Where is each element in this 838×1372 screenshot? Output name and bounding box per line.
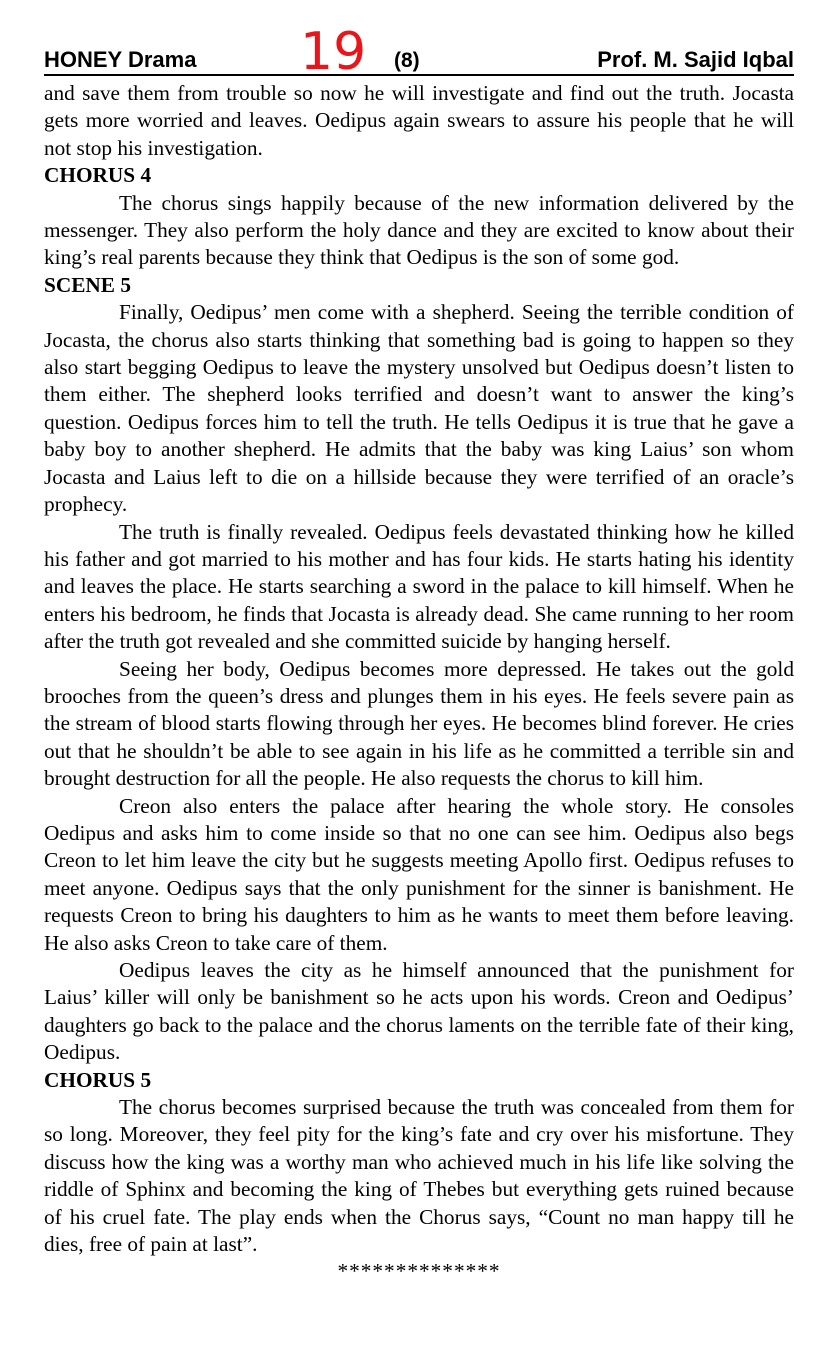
paragraph-scene-5-blinding: Seeing her body, Oedipus becomes more depressed. He takes out the gold brooches from the queen’s dress and plunges them in his eyes. He feels severe pain as the stream of blood starts flowing through her eyes. He becomes blind forever. He cries out that he shouldn’t be able to see again in his life as he committed a terrible sin and brought destruction for all the people. He also requests the chorus to kill him. bbox=[44, 656, 794, 791]
paragraph-continued: and save them from trouble so now he will investigate and find out the truth. Jocasta gets more worried and leaves. Oedipus again swears to assure his people that he will not stop his investigation. bbox=[44, 81, 794, 160]
paragraph-scene-5-exile: Oedipus leaves the city as he himself announced that the punishment for Laius’ killer will only be banishment so he acts upon his words. Creon and Oedipus’ daughters go back to the palace and the chorus laments on the terrible fate of their king, Oedipus. bbox=[44, 958, 794, 1065]
paragraph-chorus-4: The chorus sings happily because of the new information delivered by the messenger. They also perform the holy dance and they are excited to know about their king’s real parents because they think that Oedipus is the son of some god. bbox=[44, 190, 794, 270]
heading-chorus-4: CHORUS 4 bbox=[44, 163, 152, 188]
heading-chorus-5: CHORUS 5 bbox=[44, 1067, 152, 1092]
header-author: Prof. M. Sajid Iqbal bbox=[597, 47, 794, 72]
paragraph-scene-5-truth: The truth is finally revealed. Oedipus feels devastated thinking how he killed his father and got married to his mother and has four kids. He starts hating his identity and leaves the place. He starts searching a sword in the palace to kill himself. When he enters his bedroom, he finds that Jocasta is already dead. She came running to her room after the truth got revealed and she committed suicide by hanging herself. bbox=[44, 519, 794, 654]
page-number: 19 bbox=[300, 22, 367, 82]
paragraph-scene-5-creon: Creon also enters the palace after hearing the whole story. He consoles Oedipus and asks him to come inside so that no one can see him. Oedipus also begs Creon to let him leave the city but he suggests meeting Apollo first. Oedipus refuses to meet anyone. Oedipus says that the only punishment for the sinner is banishment. He requests Creon to bring his daughters to him as he wants to meet them before leaving. He also asks Creon to take care of them. bbox=[44, 793, 794, 955]
page-header bbox=[44, 14, 794, 82]
end-mark: ************** bbox=[337, 1259, 501, 1284]
heading-scene-5: SCENE 5 bbox=[44, 272, 131, 297]
page-body bbox=[44, 80, 794, 1286]
paragraph-scene-5-shepherd: Finally, Oedipus’ men come with a shepherd. Seeing the terrible condition of Jocasta, the chorus also starts thinking that something bad is going to happen so they also start begging Oedipus to leave the mystery unsolved but Oedipus doesn’t listen to them either. The shepherd looks terrified and doesn’t want to answer the king’s question. Oedipus forces him to tell the truth. He tells Oedipus it is true that he gave a baby boy to another shepherd. He admits that the baby was king Laius’ son whom Jocasta and Laius left to die on a hillside because they were terrified of an oracle’s prophecy. bbox=[44, 300, 794, 517]
paragraph-chorus-5: The chorus becomes surprised because the truth was concealed from them for so long. Moreover, they feel pity for the king’s fate and cry over his misfortune. They discuss how the king was a worthy man who achieved much in his life like solving the riddle of Sphinx and becoming the king of Thebes but everything gets ruined because of his cruel fate. The play ends when the Chorus says, “Count no man happy till he dies, free of pain at last”. bbox=[44, 1095, 794, 1257]
header-section-number: (8) bbox=[394, 49, 420, 72]
header-book-title: HONEY Drama bbox=[44, 47, 197, 72]
